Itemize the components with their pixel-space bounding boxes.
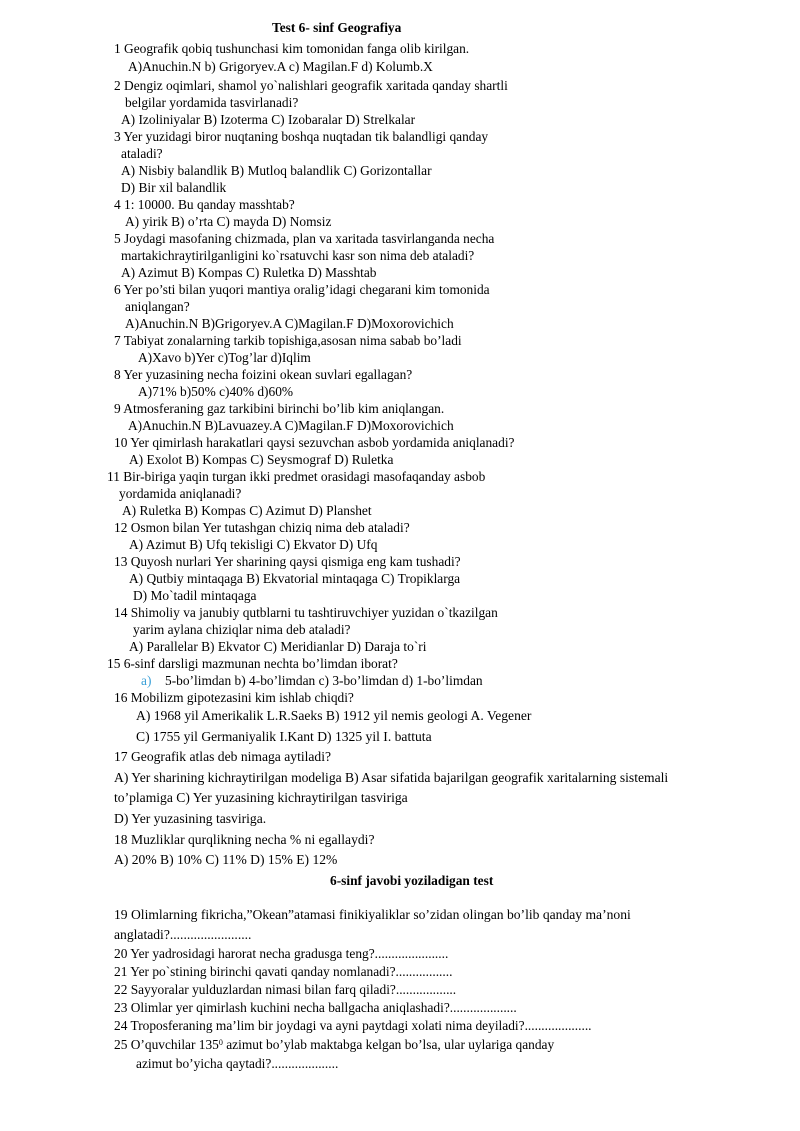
question-options: A) 20% B) 10% C) 11% D) 15% E) 12% xyxy=(114,852,338,867)
question-text: 3 Yer yuzidagi biror nuqtaning boshqa nuqtadan tik balandligi qanday xyxy=(114,129,489,144)
question-text: 12 Osmon bilan Yer tutashgan chiziq nima deb ataladi? xyxy=(114,520,410,535)
question-options: A) Nisbiy balandlik B) Mutloq balandlik C) Gorizontallar xyxy=(121,163,432,178)
open-question: anglatadi?........................ xyxy=(114,927,252,942)
question-text: 10 Yer qimirlash harakatlari qaysi sezuvchan asbob yordamida aniqlanadi? xyxy=(114,435,515,450)
question-options: A) Exolot B) Kompas C) Seysmograf D) Ruletka xyxy=(129,452,394,467)
question-options: A) Qutbiy mintaqaga B) Ekvatorial mintaqaga C) Tropiklarga xyxy=(129,571,461,586)
question-options: A) Izoliniyalar B) Izoterma C) Izobaralar D) Strelkalar xyxy=(121,112,416,127)
question-text: 15 6-sinf darsligi mazmunan nechta bo’limdan iborat? xyxy=(107,656,398,671)
question-text: 5 Joydagi masofaning chizmada, plan va xaritada tasvirlanganda necha xyxy=(114,231,495,246)
question-options: D) Mo`tadil mintaqaga xyxy=(133,588,257,603)
question-options: D) Bir xil balandlik xyxy=(121,180,227,195)
question-text: 8 Yer yuzasining necha foizini okean suvlari egallagan? xyxy=(114,367,413,382)
question-text: 7 Tabiyat zonalarning tarkib topishiga,asosan nima sabab bo’ladi xyxy=(114,333,462,348)
question-25-text-b: azimut bo’ylab maktabga kelgan bo’lsa, ular uylariga qanday xyxy=(222,1037,555,1052)
question-text: belgilar yordamida tasvirlanadi? xyxy=(125,95,299,110)
question-text: 17 Geografik atlas deb nimaga aytiladi? xyxy=(114,749,332,764)
question-options: to’plamiga C) Yer yuzasining kichraytirilgan tasviriga xyxy=(114,790,408,805)
question-options: A)Anuchin.N B)Grigoryev.A C)Magilan.F D)Moxorovichich xyxy=(125,316,454,331)
list-marker: a) xyxy=(141,673,152,688)
question-options: A) Parallelar B) Ekvator C) Meridianlar D) Daraja to`ri xyxy=(129,639,427,654)
question-options: A) Azimut B) Kompas C) Ruletka D) Masshtab xyxy=(121,265,377,280)
question-options: A) yirik B) o’rta C) mayda D) Nomsiz xyxy=(125,214,332,229)
section-title: 6-sinf javobi yoziladigan test xyxy=(330,873,494,888)
question-options: A) Yer sharining kichraytirilgan modeliga B) Asar sifatida bajarilgan geografik xaritalarning sistemali xyxy=(114,770,669,785)
question-options: C) 1755 yil Germaniyalik I.Kant D) 1325 yil I. battuta xyxy=(136,729,432,744)
question-text: yarim aylana chiziqlar nima deb ataladi? xyxy=(133,622,351,637)
question-text: ataladi? xyxy=(121,146,163,161)
question-text: yordamida aniqlanadi? xyxy=(119,486,242,501)
question-options: A) Azimut B) Ufq tekisligi C) Ekvator D) Ufq xyxy=(129,537,378,552)
question-options: 5-bo’limdan b) 4-bo’limdan c) 3-bo’limdan d) 1-bo’limdan xyxy=(165,673,483,688)
question-options: A)Anuchin.N B)Lavuazey.A C)Magilan.F D)Moxorovichich xyxy=(128,418,454,433)
open-question xyxy=(114,1037,554,1053)
question-text: 4 1: 10000. Bu qanday masshtab? xyxy=(114,197,295,212)
open-question: azimut bo’yicha qaytadi?.................... xyxy=(136,1056,339,1071)
open-question: 22 Sayyoralar yulduzlardan nimasi bilan farq qiladi?.................. xyxy=(114,982,457,997)
question-text: 1 Geografik qobiq tushunchasi kim tomonidan fanga olib kirilgan. xyxy=(114,41,470,56)
question-text: 16 Mobilizm gipotezasini kim ishlab chiqdi? xyxy=(114,690,354,705)
question-options: A) Ruletka B) Kompas C) Azimut D) Planshet xyxy=(122,503,372,518)
question-text: aniqlangan? xyxy=(125,299,190,314)
question-options: A)Xavo b)Yer c)Tog’lar d)Iqlim xyxy=(138,350,311,365)
degree-superscript: 0 xyxy=(218,1038,223,1047)
open-question: 21 Yer po`stining birinchi qavati qanday nomlanadi?................. xyxy=(114,964,453,979)
open-question: 20 Yer yadrosidagi harorat necha gradusga teng?...................... xyxy=(114,946,449,961)
page-title: Test 6- sinf Geografiya xyxy=(272,20,402,35)
question-text: martakichraytirilganligini ko`rsatuvchi kasr son nima deb ataladi? xyxy=(121,248,475,263)
open-question: 19 Olimlarning fikricha,”Okean”atamasi finikiyaliklar so’zidan olingan bo’lib qanday ma’noni xyxy=(114,907,631,922)
question-text: 13 Quyosh nurlari Yer sharining qaysi qismiga eng kam tushadi? xyxy=(114,554,461,569)
question-options: D) Yer yuzasining tasviriga. xyxy=(114,811,267,826)
question-options: A)Anuchin.N b) Grigoryev.A c) Magilan.F d) Kolumb.X xyxy=(128,59,433,74)
question-text: 9 Atmosferaning gaz tarkibini birinchi bo’lib kim aniqlangan. xyxy=(114,401,445,416)
question-25-text-a: 25 O’quvchilar 135 xyxy=(114,1037,219,1052)
question-text: 11 Bir-biriga yaqin turgan ikki predmet orasidagi masofaqanday asbob xyxy=(107,469,486,484)
question-options: A)71% b)50% c)40% d)60% xyxy=(138,384,294,399)
question-text: 14 Shimoliy va janubiy qutblarni tu tashtiruvchiyer yuzidan o`tkazilgan xyxy=(114,605,498,620)
open-question: 24 Troposferaning ma’lim bir joydagi va ayni paytdagi xolati nima deyiladi?.................... xyxy=(114,1018,592,1033)
open-question: 23 Olimlar yer qimirlash kuchini necha ballgacha aniqlashadi?.................... xyxy=(114,1000,517,1015)
question-text: 2 Dengiz oqimlari, shamol yo`nalishlari geografik xaritada qanday shartli xyxy=(114,78,508,93)
question-text: 18 Muzliklar qurqlikning necha % ni egallaydi? xyxy=(114,832,375,847)
question-text: 6 Yer po’sti bilan yuqori mantiya oralig’idagi chegarani kim tomonida xyxy=(114,282,490,297)
question-options: A) 1968 yil Amerikalik L.R.Saeks B) 1912 yil nemis geologi A. Vegener xyxy=(136,708,532,723)
